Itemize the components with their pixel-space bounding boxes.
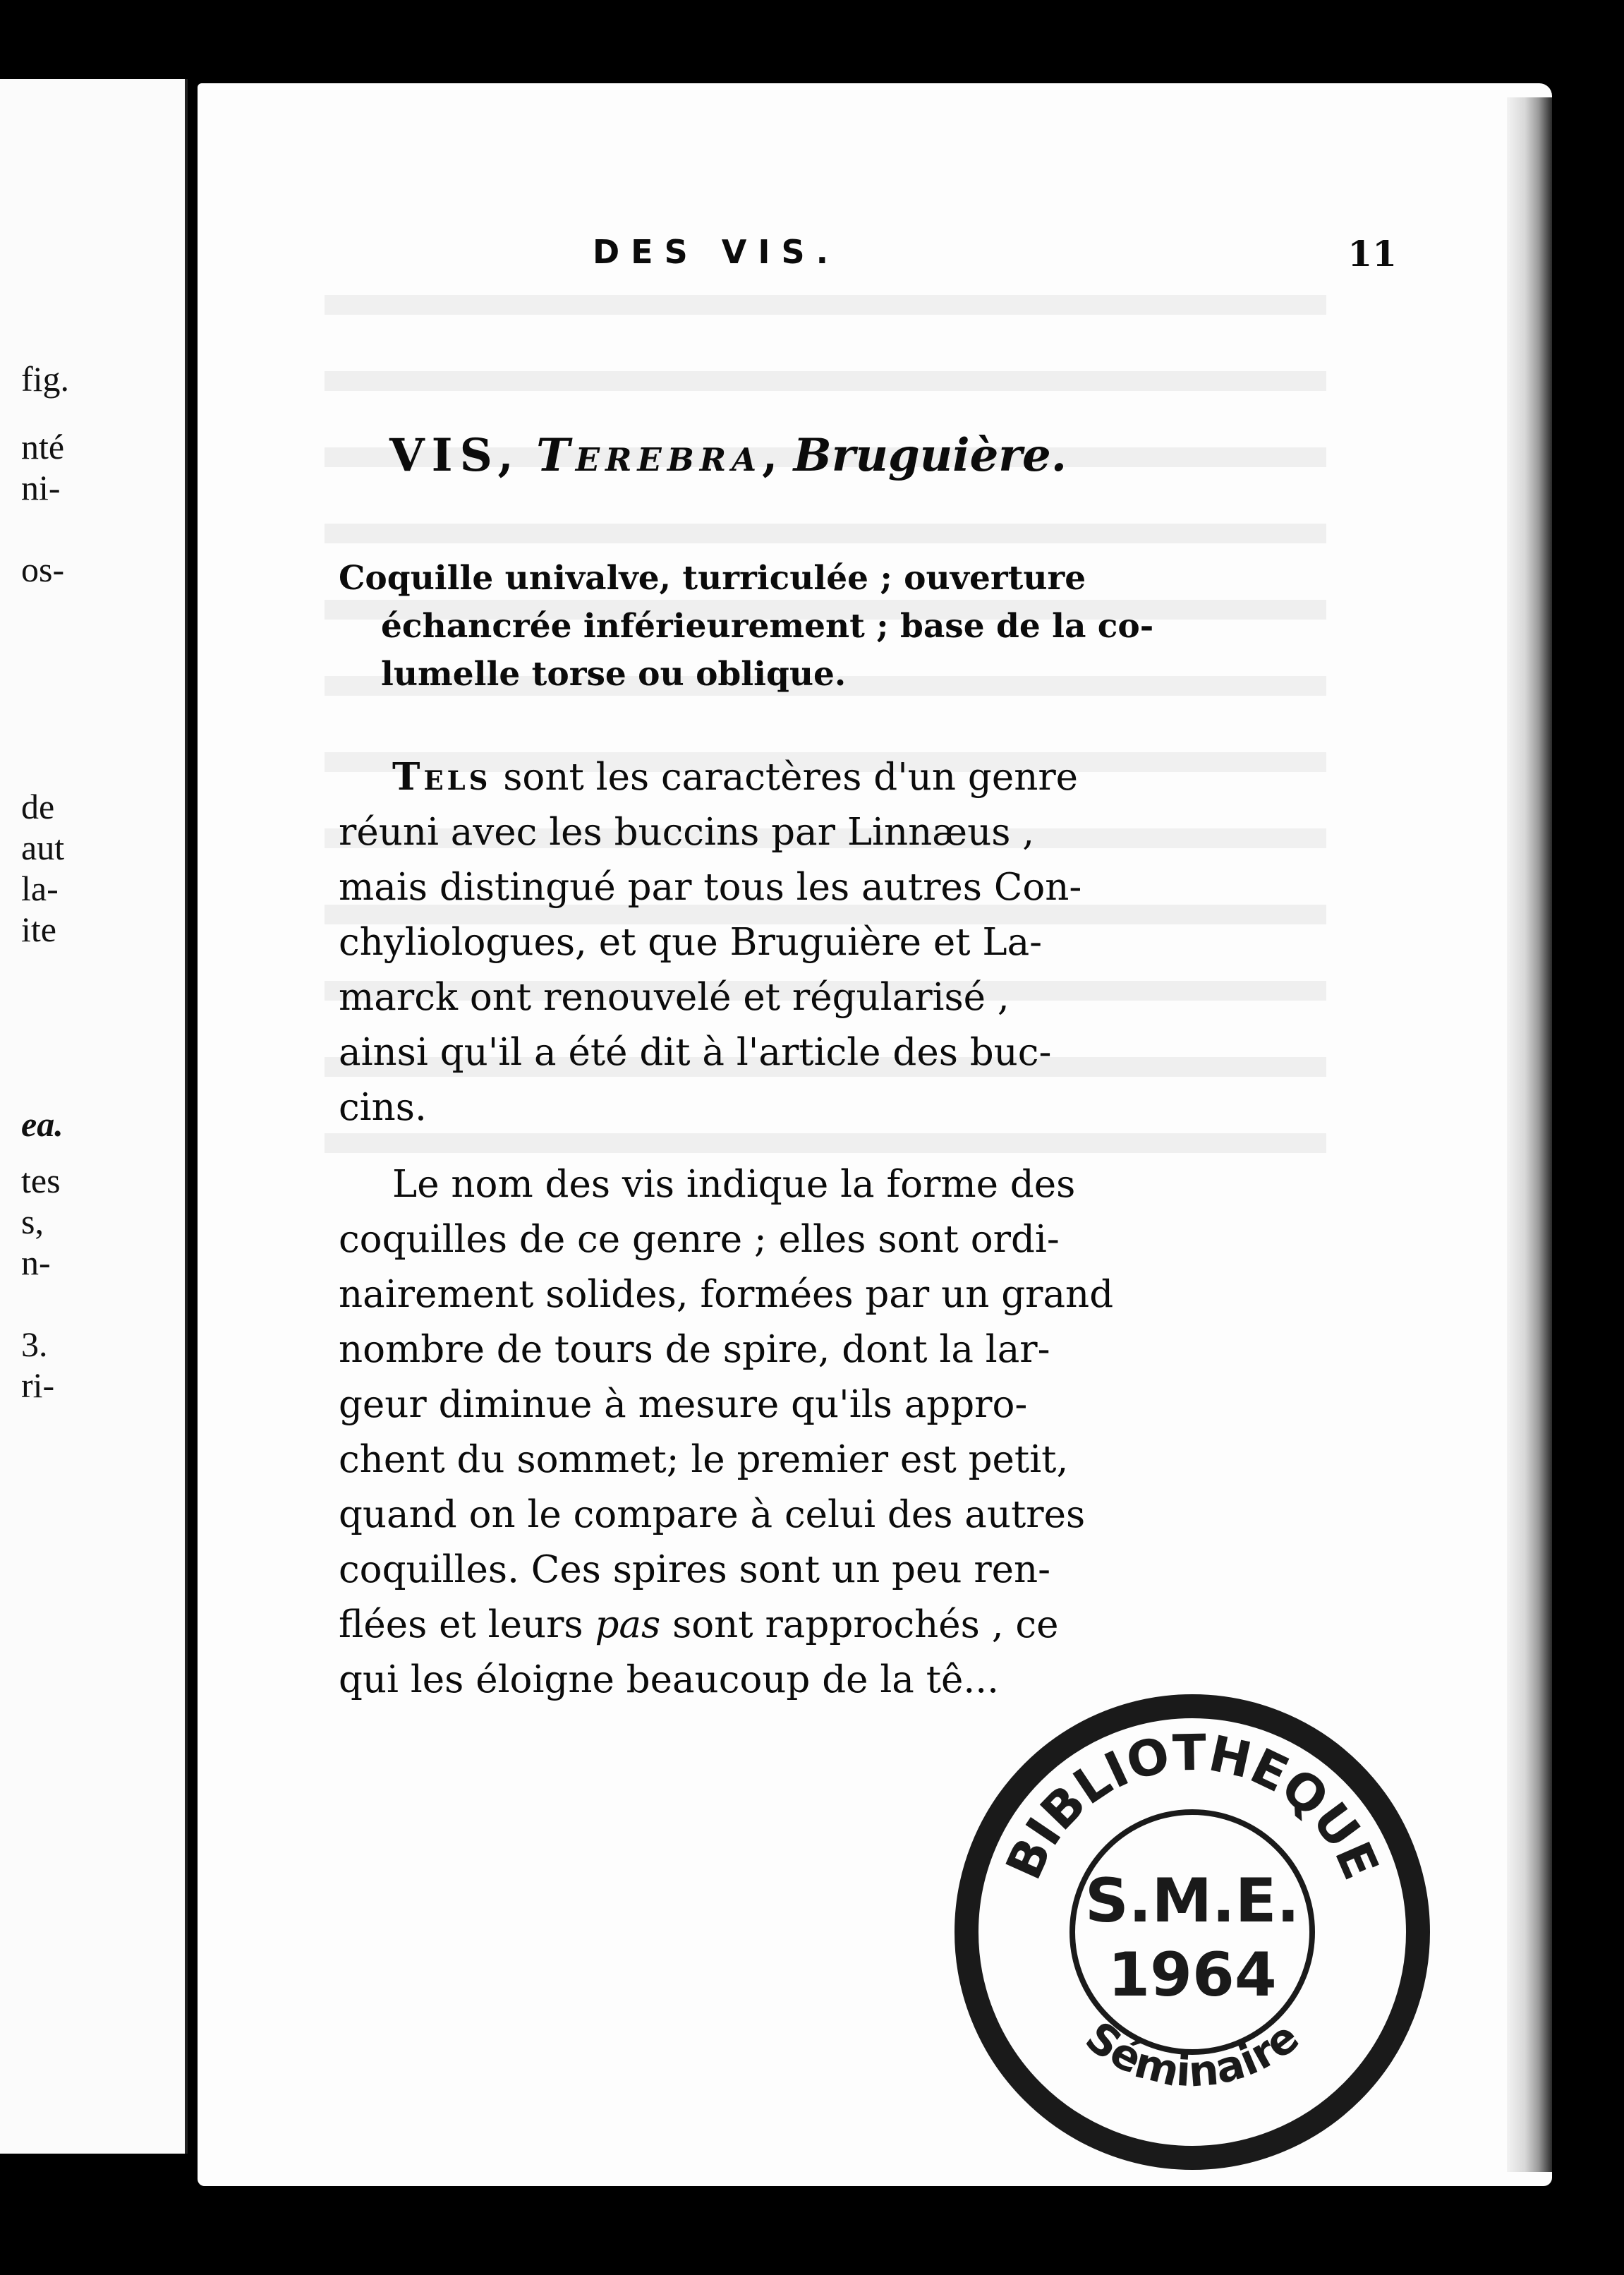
- heading-separator: ,: [762, 429, 778, 482]
- left-text-fragment: n-: [21, 1243, 51, 1282]
- text-line: coquilles de ce genre ; elles sont ordi-: [339, 1218, 1060, 1261]
- left-text-fragment: ni-: [21, 468, 61, 507]
- text-line: cins.: [339, 1086, 427, 1129]
- text-line: nairement solides, formées par un grand: [339, 1273, 1114, 1316]
- running-title: DES VIS.: [593, 233, 840, 271]
- text-line-end: sont rapprochés , ce: [660, 1603, 1059, 1646]
- left-text-fragment: tes: [21, 1161, 61, 1200]
- diagnosis-line: Coquille univalve, turriculée ; ouverture: [339, 559, 1086, 598]
- page-edge-shadow: [1507, 97, 1552, 2172]
- text-line-start: flées et leurs: [339, 1603, 595, 1646]
- lead-word: Tels: [392, 755, 492, 799]
- diagnosis-line: échancrée inférieurement ; base de la co-: [381, 607, 1154, 646]
- text-line: Le nom des vis indique la forme des: [392, 1163, 1076, 1206]
- library-stamp: [945, 1685, 1439, 2179]
- text-line: marck ont renouvelé et régularisé ,: [339, 976, 1010, 1019]
- left-text-fragment: ite: [21, 910, 56, 949]
- text-line-rest: sont les caractères d'un genre: [491, 756, 1079, 799]
- text-line: geur diminue à mesure qu'ils appro-: [339, 1383, 1028, 1426]
- text-line: ainsi qu'il a été dit à l'article des buc-: [339, 1031, 1052, 1074]
- left-text-fragment: s,: [21, 1202, 44, 1241]
- stamp-year: 1964: [1108, 1940, 1277, 2010]
- page-number: 11: [1347, 233, 1397, 274]
- left-text-fragment: os-: [21, 550, 65, 589]
- genus-diagnosis: [339, 555, 1326, 699]
- book-page: [198, 83, 1552, 2186]
- text-line: chyliologues, et que Bruguière et La-: [339, 921, 1043, 964]
- left-page-fragment: [0, 79, 188, 2154]
- left-text-fragment: ri-: [21, 1365, 55, 1405]
- left-text-fragment: fig.: [21, 359, 70, 399]
- left-text-fragment: 3.: [21, 1324, 48, 1364]
- stamp-arc-top: BIBLIOTHEQUE: [994, 1723, 1390, 1888]
- text-line: [339, 749, 1326, 805]
- left-text-fragment: la-: [21, 869, 59, 908]
- genus-heading: [389, 429, 1307, 482]
- left-text-fragment: nté: [21, 427, 65, 466]
- latin-name: Terebra: [536, 429, 763, 482]
- text-line: coquilles. Ces spires sont un peu ren-: [339, 1548, 1051, 1591]
- diagnosis-line: lumelle torse ou oblique.: [381, 655, 847, 694]
- genus-name: VIS,: [389, 429, 521, 482]
- text-line: réuni avec les buccins par Linnæus ,: [339, 811, 1035, 854]
- stamp-initials: S.M.E.: [1084, 1866, 1300, 1936]
- running-head: [593, 233, 1397, 296]
- text-line: quand on le compare à celui des autres: [339, 1493, 1086, 1536]
- author-name: Bruguière.: [793, 429, 1067, 482]
- text-line: qui les éloigne beaucoup de la tê...: [339, 1658, 999, 1701]
- text-line: [339, 1598, 1326, 1653]
- italic-word: pas: [595, 1603, 661, 1646]
- left-text-fragment: aut: [21, 828, 65, 867]
- stamp-arc-bottom: Séminaire: [1076, 2012, 1309, 2097]
- left-text-fragment: ea.: [21, 1104, 63, 1144]
- text-line: chent du sommet; le premier est petit,: [339, 1438, 1069, 1481]
- text-line: mais distingué par tous les autres Con-: [339, 866, 1082, 909]
- paragraph-2: [339, 1157, 1326, 1708]
- left-text-fragment: de: [21, 787, 55, 826]
- paragraph-1: [339, 749, 1326, 1135]
- text-line: nombre de tours de spire, dont la lar-: [339, 1328, 1050, 1371]
